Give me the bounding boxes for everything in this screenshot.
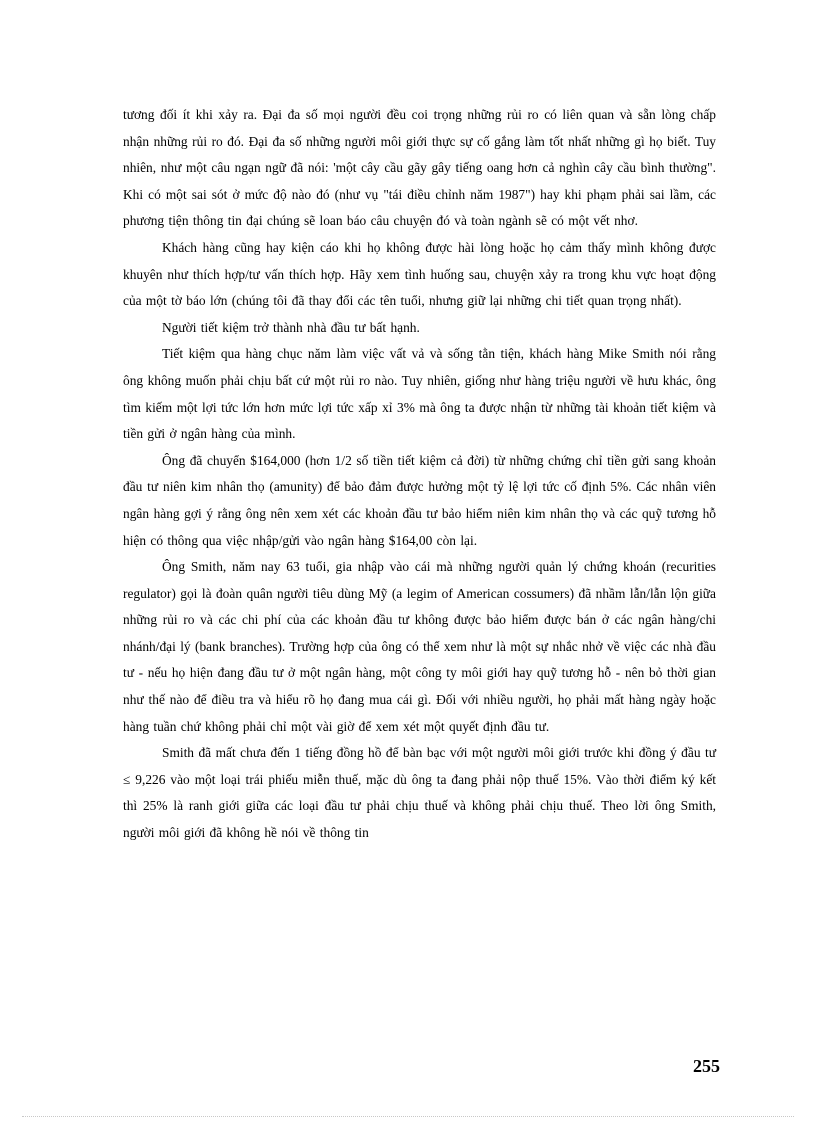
paragraph-3: Người tiết kiệm trở thành nhà đầu tư bất hạnh. (162, 319, 420, 335)
paragraph-4: Tiết kiệm qua hàng chục năm làm việc vất vả và sống tằn tiện, khách hàng Mike Smith nói rằng ông không muốn phải chịu bất cứ một rủi ro nào. Tuy nhiên, giống như hàng triệu người về hưu khác, ông tìm kiếm một lợi tức lớn hơn mức lợi tức xấp xỉ 3% mà ông ta được nhận từ những tài khoản tiết kiệm và tiền gửi ở ngân hàng của mình. (123, 346, 716, 442)
paragraph-2: Khách hàng cũng hay kiện cáo khi họ không được hài lòng hoặc họ cảm thấy mình không được khuyên như thích hợp/tư vấn thích hợp. Hãy xem tình huống sau, chuyện xảy ra trong khu vực hoạt động của một tờ báo lớn (chúng tôi đã thay đổi các tên tuổi, nhưng giữ lại những chi tiết quan trọng nhất). (123, 239, 716, 309)
paragraph-1: tương đối ít khi xảy ra. Đại đa số mọi người đều coi trọng những rủi ro có liên quan và sẵn lòng chấp nhận những rủi ro đó. Đại đa số những người môi giới thực sự cố gắng làm tốt nhất những gì họ biết. Tuy nhiên, như một câu ngạn ngữ đã nói: 'một cây cầu gãy gây tiếng oang hơn cả nghìn cây cầu bình thường". Khi có một sai sót ở mức độ nào đó (như vụ "tái điều chỉnh năm 1987") hay khi phạm phải sai lầm, các phương tiện thông tin đại chúng sẽ loan báo câu chuyện đó và toàn ngành sẽ có một vết nhơ. (123, 107, 716, 229)
body-text (123, 102, 716, 847)
page-bottom-divider (22, 1116, 794, 1117)
paragraph-7: Smith đã mất chưa đến 1 tiếng đồng hồ để bàn bạc với một người môi giới trước khi đồng ý đầu tư ≤ 9,226 vào một loại trái phiếu miễn thuế, mặc dù ông ta đang phải nộp thuế 15%. Vào thời điểm ký kết thì 25% là ranh giới giữa các loại đầu tư phải chịu thuế và không phải chịu thuế. Theo lời ông Smith, người môi giới đã không hề nói về thông tin (123, 745, 716, 841)
paragraph-6: Ông Smith, năm nay 63 tuổi, gia nhập vào cái mà những người quản lý chứng khoán (recurities regulator) gọi là đoàn quân người tiêu dùng Mỹ (a legim of American cossumers) đã nhầm lẫn/lẫn lộn giữa những rủi ro và các chi phí của các khoản đầu tư không được bảo hiểm được bán ở các ngân hàng/chi nhánh/đại lý (bank branches). Trường hợp của ông có thể xem như là một sự nhắc nhở về việc các nhà đầu tư - nếu họ hiện đang đầu tư ở một ngân hàng, một công ty môi giới hay quỹ tương hỗ - nên bỏ thời gian như thế nào để điều tra và hiểu rõ họ đang mua cái gì. Đối với nhiều người, họ phải mất hàng ngày hoặc hàng tuần chứ không phải chỉ một vài giờ để xem xét một quyết định đầu tư. (123, 559, 716, 734)
paragraph-5: Ông đã chuyển $164,000 (hơn 1/2 số tiền tiết kiệm cả đời) từ những chứng chỉ tiền gửi sang khoản đầu tư niên kim nhân thọ (amunity) để bảo đảm được hưởng một tỷ lệ lợi tức cố định 5%. Các nhân viên ngân hàng gợi ý rằng ông nên xem xét các khoản đầu tư bảo hiểm niên kim nhân thọ và các quỹ tương hỗ hiện có thông qua việc nhập/gửi vào ngân hàng $164,00 còn lại. (123, 452, 716, 548)
page-number: 255 (693, 1056, 720, 1076)
